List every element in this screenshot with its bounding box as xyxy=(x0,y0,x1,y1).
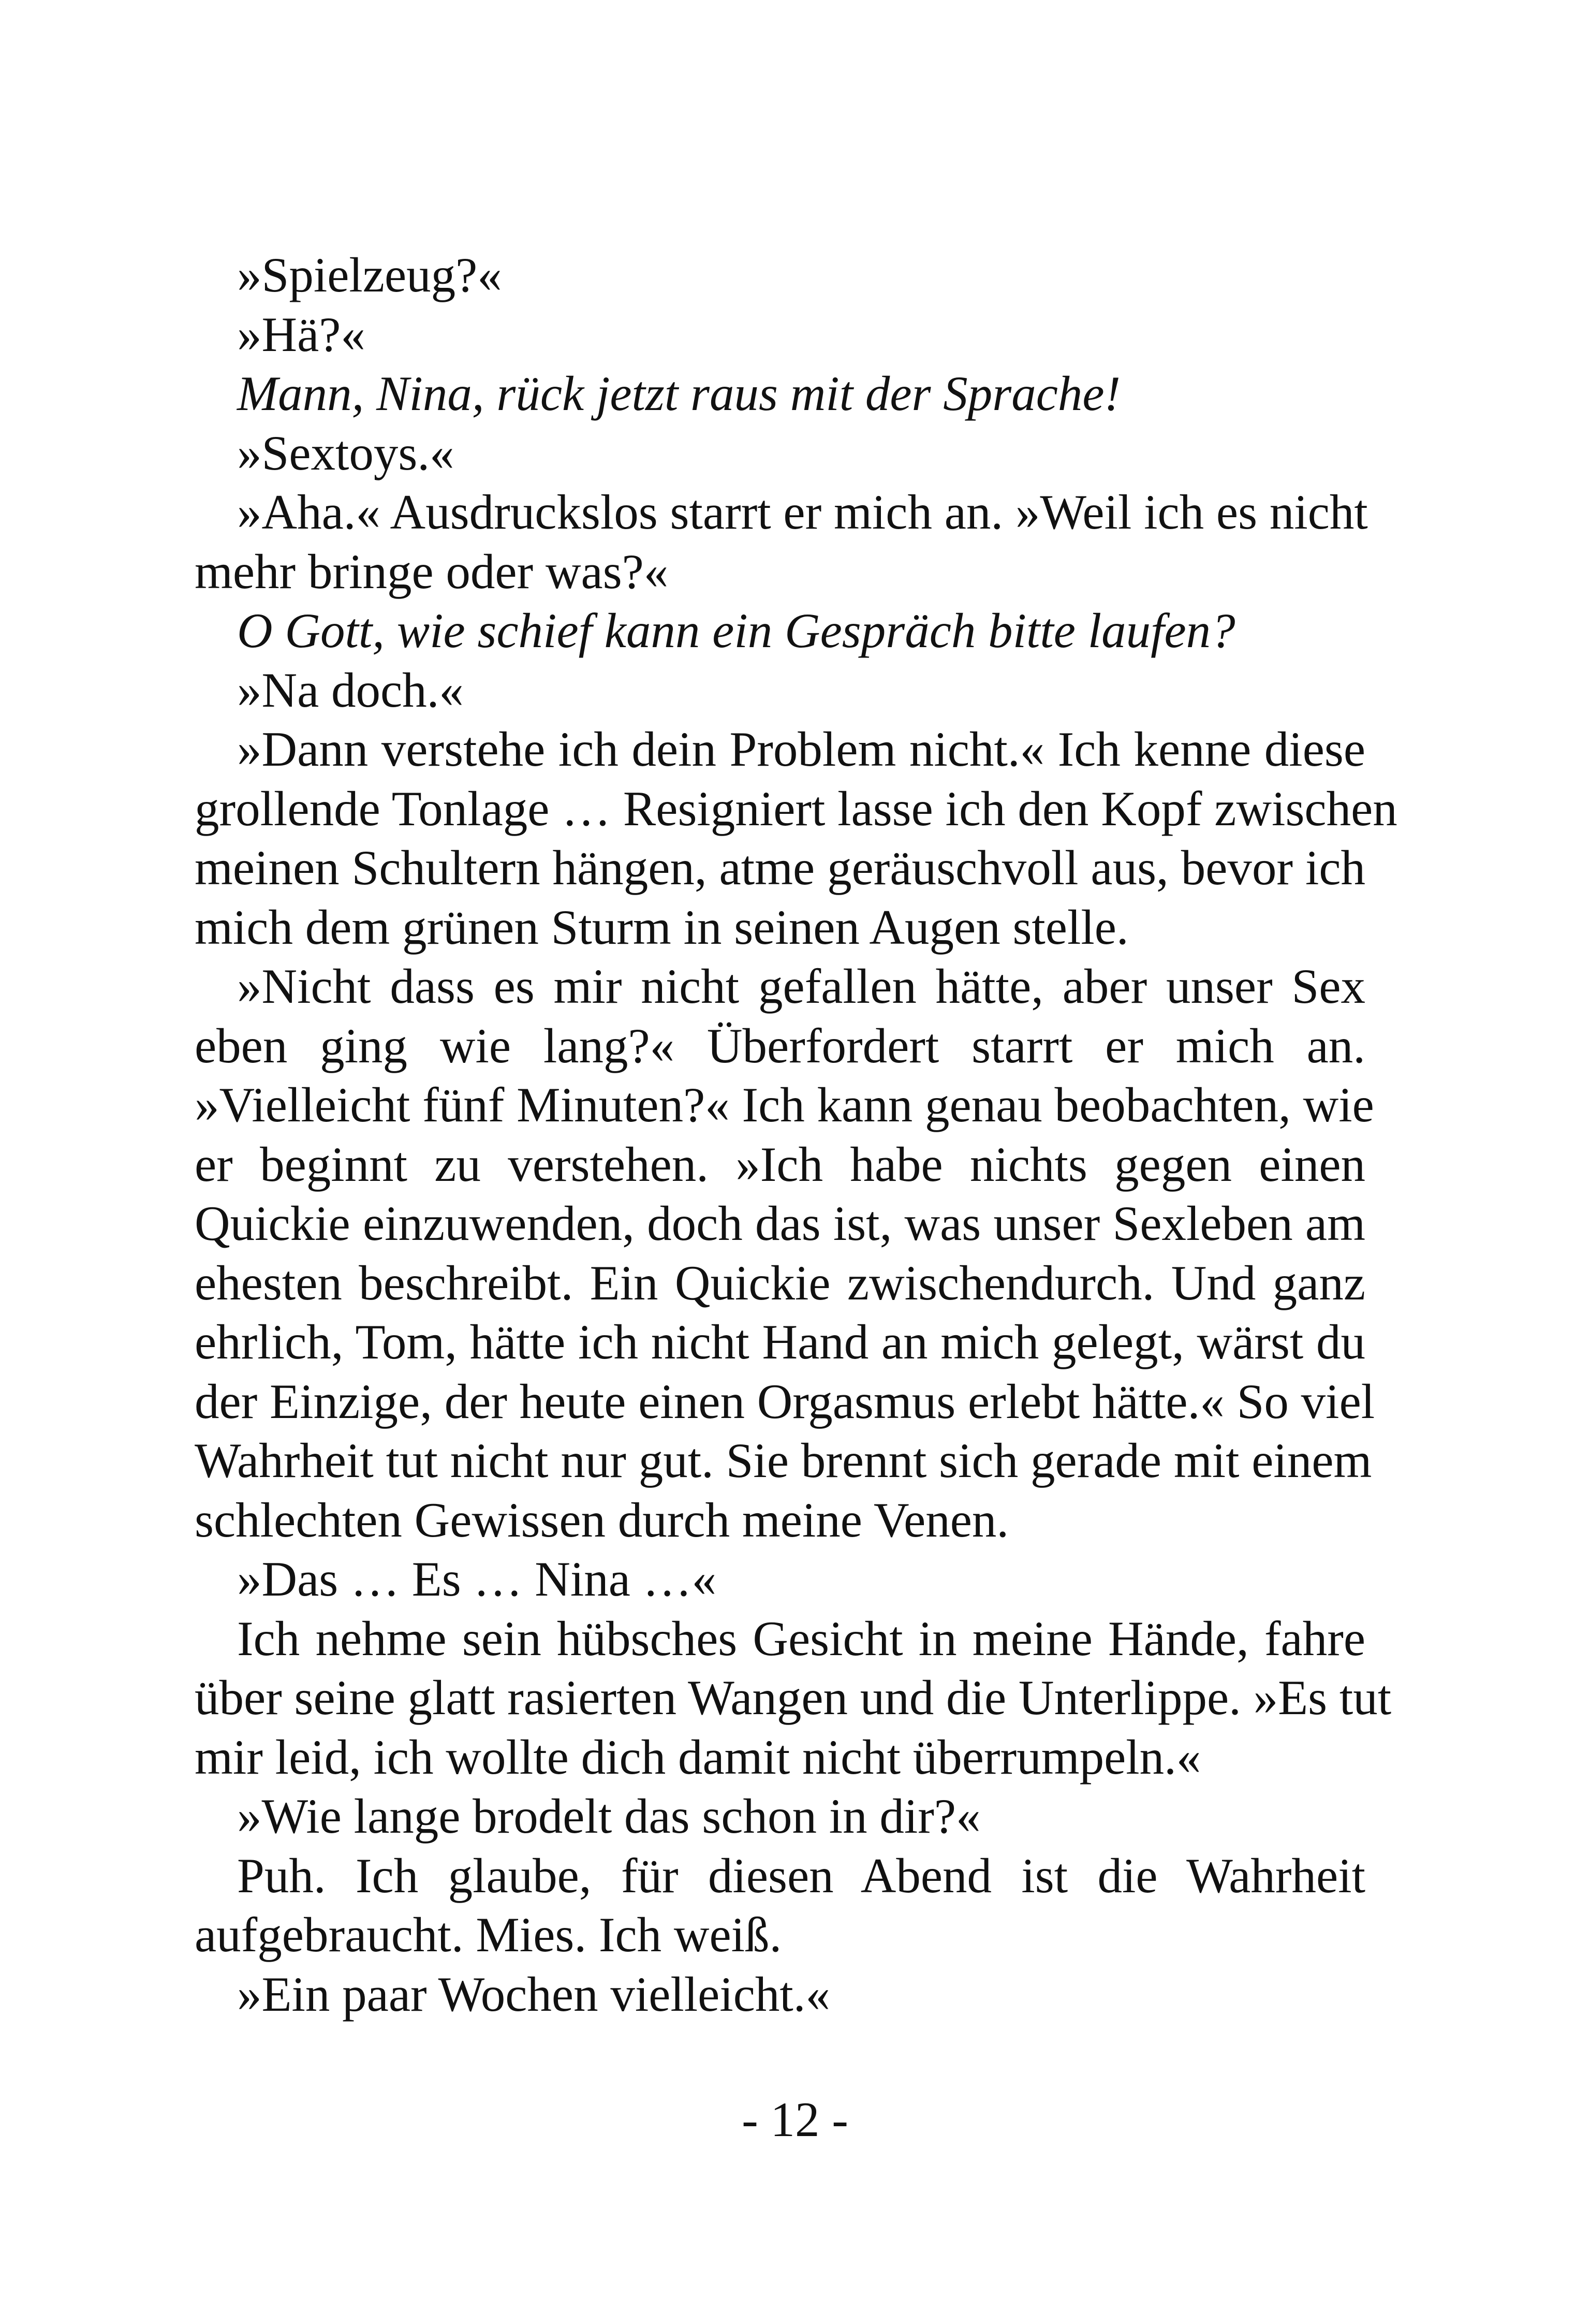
text-line: »Das … Es … Nina …« xyxy=(237,1552,717,1606)
text-line: grollende Tonlage … Resigniert lasse ich den Kopf zwischen xyxy=(195,781,1397,836)
text-line: der Einzige, der heute einen Orgasmus erlebt hätte.« So viel xyxy=(195,1373,1375,1429)
text-line: »Na doch.« xyxy=(237,662,464,718)
text-line: aufgebraucht. Mies. Ich weiß. xyxy=(195,1907,782,1962)
text-line: ehesten beschreibt. Ein Quickie zwischendurch. Und ganz xyxy=(195,1255,1365,1310)
text-line: Mann, Nina, rück jetzt raus mit der Sprache! xyxy=(237,366,1121,421)
text-line: Quickie einzuwenden, doch das ist, was unser Sexleben am xyxy=(195,1196,1365,1251)
text-line: eben ging wie lang?« Überfordert starrt er mich an. xyxy=(195,1018,1365,1073)
text-line: Wahrheit tut nicht nur gut. Sie brennt sich gerade mit einem xyxy=(195,1433,1372,1488)
text-line: O Gott, wie schief kann ein Gespräch bitte laufen? xyxy=(237,603,1235,658)
text-line: mich dem grünen Sturm in seinen Augen stelle. xyxy=(195,899,1129,955)
paragraph xyxy=(195,1609,1392,1787)
text-line: »Wie lange brodelt das schon in dir?« xyxy=(237,1789,981,1844)
text-line: »Dann verstehe ich dein Problem nicht.« Ich kenne diese xyxy=(237,722,1365,777)
text-line: »Ein paar Wochen vielleicht.« xyxy=(237,1966,831,2022)
text-line: Ich nehme sein hübsches Gesicht in meine Hände, fahre xyxy=(237,1611,1365,1666)
text-line: über seine glatt rasierten Wangen und die Unterlippe. »Es tut xyxy=(195,1670,1392,1725)
paragraph xyxy=(195,483,1368,601)
paragraph xyxy=(195,1846,1365,1965)
text-line: »Aha.« Ausdruckslos starrt er mich an. »Weil ich es nicht xyxy=(237,485,1368,539)
text-line: ehrlich, Tom, hätte ich nicht Hand an mich gelegt, wärst du xyxy=(195,1314,1365,1369)
paragraph xyxy=(195,245,1365,305)
text-line: schlechten Gewissen durch meine Venen. xyxy=(195,1492,1009,1547)
text-line: »Vielleicht fünf Minuten?« Ich kann genau beobachten, wie xyxy=(195,1077,1374,1132)
paragraph xyxy=(195,305,1365,364)
paragraph xyxy=(195,661,1365,720)
paragraph xyxy=(195,1965,1365,2024)
paragraph xyxy=(195,720,1397,957)
text-line: »Spielzeug?« xyxy=(237,247,502,302)
text-line: mehr bringe oder was?« xyxy=(195,544,669,599)
paragraph xyxy=(195,957,1375,1550)
paragraph xyxy=(195,1550,1365,1609)
text-line: meinen Schultern hängen, atme geräuschvoll aus, bevor ich xyxy=(195,840,1365,895)
text-line: »Sextoys.« xyxy=(237,425,454,480)
italic-thought-paragraph xyxy=(195,364,1365,423)
paragraph xyxy=(195,1787,1365,1846)
text-line: Puh. Ich glaube, für diesen Abend ist die Wahrheit xyxy=(237,1848,1365,1903)
text-line: er beginnt zu verstehen. »Ich habe nichts gegen einen xyxy=(195,1136,1365,1192)
text-line: mir leid, ich wollte dich damit nicht überrumpeln.« xyxy=(195,1729,1201,1785)
body-text xyxy=(195,245,1397,2024)
text-line: »Nicht dass es mir nicht gefallen hätte, aber unser Sex xyxy=(237,959,1365,1014)
page-number: - 12 - xyxy=(742,2092,848,2147)
text-line: »Hä?« xyxy=(237,306,365,362)
paragraph xyxy=(195,423,1365,483)
italic-thought-paragraph xyxy=(195,601,1365,661)
